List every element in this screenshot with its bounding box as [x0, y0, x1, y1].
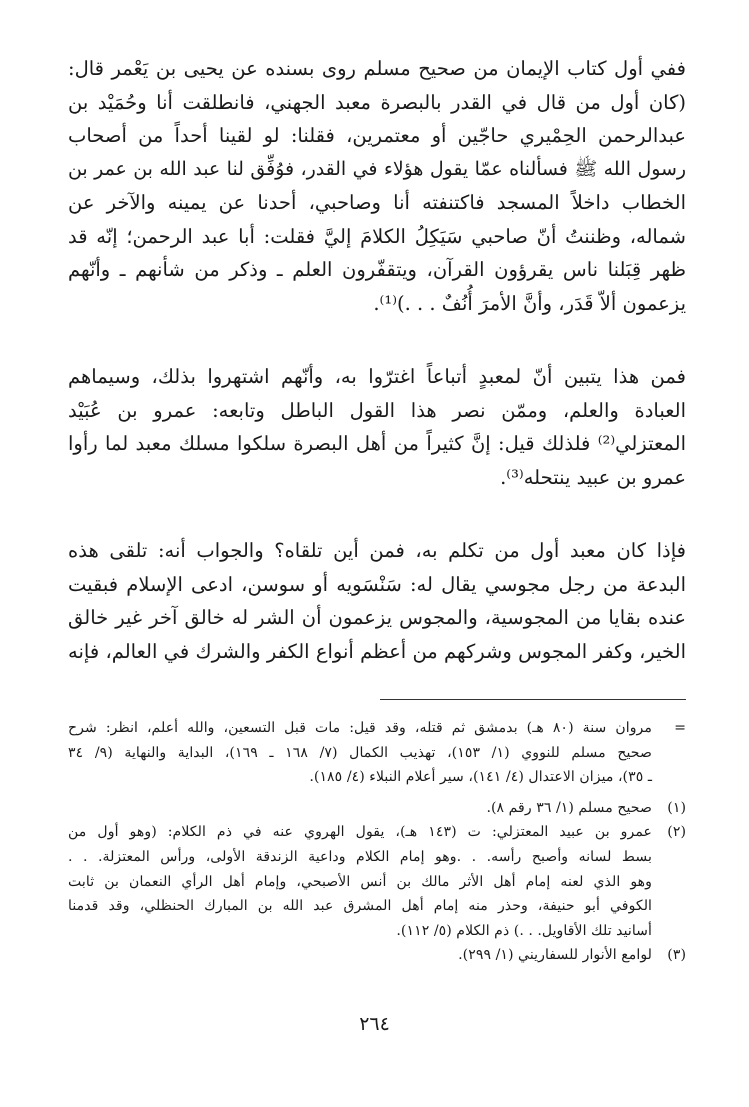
paragraph-gap [68, 320, 686, 360]
text-line: شماله، وظننتُ أنّ صاحبي سَيَكِلُ الكلامَ إليَّ فقلت: أبا عبد الرحمن؛ إنّه قد [68, 224, 686, 248]
footnote-line: الكوفي أبو حنيفة، وحذر منه إمام أهل المشرق عبد الله بن المبارك الحنظلي، وقد قدمنا [68, 898, 652, 915]
footnote-line: بسط لسانه وأصبح رأسه. . .وهو إمام الكلام وداعية الزندقة الأولى، ورأس المعتزلة. . . [68, 848, 652, 865]
footnote-body [68, 943, 652, 968]
footnote-marker: (٢) [667, 824, 686, 841]
text-line: (كان أول من قال في القدر بالبصرة معبد الجهني، فانطلقت أنا وحُمَيْد بن [68, 90, 686, 114]
text-line: الخير، وكفر المجوس وشركهم من أعظم أنواع الكفر والشرك في العالم، فإنه [68, 639, 686, 663]
text-line: المعتزلي⁽²⁾ فلذلك قيل: إنَّ كثيراً من أهل البصرة سلكوا مسلك معبد لما رأوا [68, 432, 686, 455]
footnote-1 [68, 796, 686, 821]
footnote-body [68, 796, 652, 821]
text-line: ظهر قِبَلنا ناس يقرؤون القرآن، ويتقفّرون العلم ـ وذكر من شأنهم ـ وأنّهم [68, 258, 686, 281]
text-line: الخطاب داخلاً المسجد فاكتنفته أنا وصاحبي، أحدنا عن يمينه والآخر عن [68, 191, 686, 214]
footnote-marker: (٣) [667, 947, 686, 964]
footnote-2 [68, 820, 686, 943]
text-line: فمن هذا يتبين أنّ لمعبدٍ أتباعاً اغترّوا به، وأنّهم اشتهروا بذلك، وسيماهم [68, 365, 686, 388]
page-number: ٢٦٤ [359, 1013, 390, 1035]
footnote-line: لوامع الأنوار للسفاريني (١/ ٢٩٩). [458, 947, 652, 964]
text-line: العبادة والعلم، وممّن نصر هذا القول الباطل وتابعه: عمرو بن عُبَيْد [68, 398, 686, 422]
text-line: رسول الله ﷺ فسألناه عمّا يقول هؤلاء في القدر، فوُفِّق لنا عبد الله بن عمر بن [68, 157, 686, 180]
footnote-line: أسانيد تلك الأقاويل. . .) ذم الكلام (٥/ ١١٢). [396, 922, 652, 939]
paragraph-gap [68, 494, 686, 534]
footnote-marker: (١) [667, 799, 686, 816]
footnote-continued [68, 716, 686, 790]
footnote-marker: = [674, 720, 686, 736]
text-line: ففي أول كتاب الإيمان من صحيح مسلم روى بسنده عن يحيى بن يَعْمر قال: [68, 57, 686, 80]
footnote-line: ـ ٣٥)، ميزان الاعتدال (٤/ ١٤١)، سير أعلام النبلاء (٤/ ١٨٥). [309, 769, 652, 786]
text-line: عمرو بن عبيد ينتحله⁽³⁾. [500, 465, 686, 489]
main-text [68, 52, 686, 668]
footnote-line: صحيح مسلم للنووي (١/ ١٥٣)، تهذيب الكمال (٧/ ١٦٨ ـ ١٦٩)، البداية والنهاية (٩/ ٣٤ [68, 744, 652, 761]
footnote-divider [380, 699, 686, 700]
text-line: عنده بقايا من المجوسية، والمجوس يزعمون أن الشر له خالق آخر غير خالق [68, 606, 686, 629]
text-line: فإذا كان معبد أول من تكلم به، فمن أين تلقاه؟ والجواب أنه: تلقى هذه [68, 539, 686, 562]
footnote-body [68, 820, 652, 943]
footnotes [68, 716, 686, 968]
footnote-line: مروان سنة (٨٠ هـ) بدمشق ثم قتله، وقد قيل: مات قبل التسعين، والله أعلم، انظر: شرح [68, 720, 652, 736]
paragraph-3 [68, 534, 686, 668]
footnote-body [68, 716, 652, 790]
footnote-3 [68, 943, 686, 968]
text-line: البدعة من رجل مجوسي يقال له: سَنْسَويه أو سوسن، ادعى الإسلام فبقيت [68, 572, 686, 596]
footnote-line: وهو الذي لعنه إمام أهل الأثر مالك بن أنس الأصبحي، وإمام أهل الرأي النعمان بن ثابت [68, 873, 652, 890]
footnote-line: صحيح مسلم (١/ ٣٦ رقم ٨). [486, 799, 652, 816]
paragraph-1 [68, 52, 686, 320]
paragraph-2 [68, 360, 686, 494]
text-line: يزعمون ألاّ قَدَر، وأنَّ الأمرَ أُنُفٌ . . .)⁽¹⁾. [373, 291, 686, 315]
footnote-line: عمرو بن عبيد المعتزلي: ت (١٤٣ هـ)، يقول الهروي عنه في ذم الكلام: (وهو أول من [68, 824, 653, 841]
text-line: عبدالرحمن الحِمْيري حاجّين أو معتمرين، فقلنا: لو لقينا أحداً من أصحاب [68, 124, 686, 147]
